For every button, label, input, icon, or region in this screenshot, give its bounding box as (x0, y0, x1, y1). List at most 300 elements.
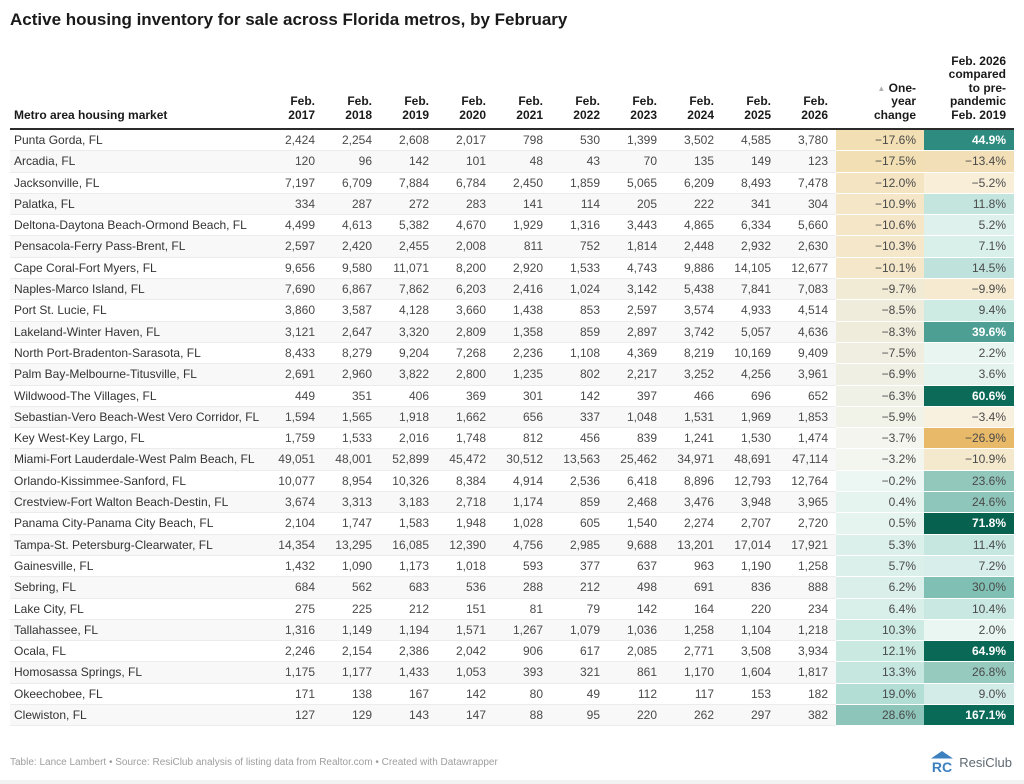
inventory-value: 2,246 (266, 641, 323, 662)
inventory-value: 30,512 (494, 449, 551, 470)
metro-name: North Port-Bradenton-Sarasota, FL (10, 342, 266, 363)
inventory-value: 3,252 (665, 364, 722, 385)
inventory-value: 4,670 (437, 215, 494, 236)
inventory-value: 1,149 (323, 619, 380, 640)
inventory-value: 811 (494, 236, 551, 257)
inventory-value: 2,960 (323, 364, 380, 385)
bottom-strip (0, 780, 1024, 784)
compare-2019-cell: 7.2% (924, 555, 1014, 576)
inventory-value: 13,295 (323, 534, 380, 555)
one-year-change-cell: −8.5% (836, 300, 924, 321)
inventory-value: 4,914 (494, 470, 551, 491)
inventory-value: 2,254 (323, 129, 380, 151)
compare-2019-cell: 2.2% (924, 342, 1014, 363)
inventory-value: 1,241 (665, 428, 722, 449)
svg-text:RC: RC (932, 759, 953, 774)
change-header-line1: One- (888, 80, 916, 95)
inventory-value: 142 (437, 683, 494, 704)
inventory-value: 4,756 (494, 534, 551, 555)
one-year-change-cell: −0.2% (836, 470, 924, 491)
inventory-value: 1,530 (722, 428, 779, 449)
inventory-value: 6,209 (665, 172, 722, 193)
inventory-value: 449 (266, 385, 323, 406)
inventory-value: 2,597 (266, 236, 323, 257)
metro-name: Tallahassee, FL (10, 619, 266, 640)
one-year-change-cell: −9.7% (836, 279, 924, 300)
compare-2019-cell: −3.4% (924, 406, 1014, 427)
metro-name: Gainesville, FL (10, 555, 266, 576)
inventory-value: 393 (494, 662, 551, 683)
table-row (10, 129, 1014, 151)
inventory-value: 3,934 (779, 641, 836, 662)
inventory-value: 2,104 (266, 513, 323, 534)
col-header-compare-2019[interactable] (924, 32, 1014, 129)
one-year-change-cell: −3.7% (836, 428, 924, 449)
inventory-value: 1,853 (779, 406, 836, 427)
housing-inventory-table (10, 32, 1014, 726)
inventory-value: 5,065 (608, 172, 665, 193)
inventory-value: 2,630 (779, 236, 836, 257)
inventory-value: 112 (608, 683, 665, 704)
inventory-value: 1,759 (266, 428, 323, 449)
inventory-value: 3,780 (779, 129, 836, 151)
inventory-value: 8,433 (266, 342, 323, 363)
compare-2019-cell: 14.5% (924, 257, 1014, 278)
inventory-value: 120 (266, 151, 323, 172)
inventory-value: 283 (437, 193, 494, 214)
one-year-change-cell: −6.9% (836, 364, 924, 385)
table-row (10, 172, 1014, 193)
col-header-feb-2023[interactable]: Feb. 2023 (608, 32, 665, 129)
inventory-value: 382 (779, 705, 836, 726)
compare-2019-cell: 3.6% (924, 364, 1014, 385)
inventory-value: 1,533 (551, 257, 608, 278)
inventory-value: 4,369 (608, 342, 665, 363)
inventory-value: 5,057 (722, 321, 779, 342)
inventory-value: 2,932 (722, 236, 779, 257)
table-row (10, 492, 1014, 513)
inventory-value: 4,585 (722, 129, 779, 151)
inventory-value: 1,194 (380, 619, 437, 640)
inventory-value: 6,203 (437, 279, 494, 300)
table-row (10, 236, 1014, 257)
inventory-value: 117 (665, 683, 722, 704)
inventory-value: 47,114 (779, 449, 836, 470)
inventory-value: 4,514 (779, 300, 836, 321)
inventory-value: 2,718 (437, 492, 494, 513)
inventory-value: 530 (551, 129, 608, 151)
inventory-value: 101 (437, 151, 494, 172)
inventory-value: 2,536 (551, 470, 608, 491)
table-row (10, 151, 1014, 172)
inventory-value: 3,320 (380, 321, 437, 342)
inventory-value: 9,409 (779, 342, 836, 363)
sort-ascending-icon: ▲ (877, 83, 886, 93)
inventory-value: 147 (437, 705, 494, 726)
inventory-value: 2,154 (323, 641, 380, 662)
inventory-value: 2,416 (494, 279, 551, 300)
table-row (10, 513, 1014, 534)
inventory-value: 96 (323, 151, 380, 172)
one-year-change-cell: 12.1% (836, 641, 924, 662)
inventory-value: 48,001 (323, 449, 380, 470)
table-row (10, 342, 1014, 363)
inventory-value: 1,814 (608, 236, 665, 257)
metro-name: Cape Coral-Fort Myers, FL (10, 257, 266, 278)
metro-name: Orlando-Kissimmee-Sanford, FL (10, 470, 266, 491)
inventory-value: 1,433 (380, 662, 437, 683)
one-year-change-cell: 6.4% (836, 598, 924, 619)
metro-name: Lake City, FL (10, 598, 266, 619)
compare-2019-cell: −13.4% (924, 151, 1014, 172)
inventory-value: 3,502 (665, 129, 722, 151)
inventory-value: 7,083 (779, 279, 836, 300)
inventory-value: 8,896 (665, 470, 722, 491)
inventory-value: 397 (608, 385, 665, 406)
inventory-value: 4,933 (722, 300, 779, 321)
inventory-value: 4,499 (266, 215, 323, 236)
table-row (10, 598, 1014, 619)
inventory-value: 6,867 (323, 279, 380, 300)
inventory-value: 1,438 (494, 300, 551, 321)
inventory-value: 135 (665, 151, 722, 172)
change-header-line3: change (873, 107, 916, 122)
col-header-feb-2019[interactable]: Feb. 2019 (380, 32, 437, 129)
table-row (10, 300, 1014, 321)
inventory-value: 5,382 (380, 215, 437, 236)
inventory-value: 2,800 (437, 364, 494, 385)
inventory-value: 138 (323, 683, 380, 704)
metro-name: Okeechobee, FL (10, 683, 266, 704)
one-year-change-cell: −17.6% (836, 129, 924, 151)
compare-2019-cell: 5.2% (924, 215, 1014, 236)
metro-name: Tampa-St. Petersburg-Clearwater, FL (10, 534, 266, 555)
inventory-value: 1,817 (779, 662, 836, 683)
inventory-value: 684 (266, 577, 323, 598)
inventory-value: 7,841 (722, 279, 779, 300)
inventory-value: 8,219 (665, 342, 722, 363)
inventory-value: 288 (494, 577, 551, 598)
compare-2019-cell: 11.8% (924, 193, 1014, 214)
inventory-value: 220 (722, 598, 779, 619)
inventory-value: 95 (551, 705, 608, 726)
inventory-value: 859 (551, 321, 608, 342)
one-year-change-cell: 13.3% (836, 662, 924, 683)
inventory-value: 321 (551, 662, 608, 683)
table-row (10, 534, 1014, 555)
inventory-value: 1,028 (494, 513, 551, 534)
inventory-value: 205 (608, 193, 665, 214)
resiclub-logo-text: ResiClub (959, 755, 1012, 770)
one-year-change-cell: −6.3% (836, 385, 924, 406)
inventory-value: 1,316 (551, 215, 608, 236)
inventory-value: 466 (665, 385, 722, 406)
table-row (10, 705, 1014, 726)
compare-2019-cell: 26.8% (924, 662, 1014, 683)
inventory-value: 691 (665, 577, 722, 598)
col-header-feb-2020[interactable]: Feb. 2020 (437, 32, 494, 129)
inventory-value: 9,204 (380, 342, 437, 363)
inventory-value: 12,764 (779, 470, 836, 491)
inventory-value: 406 (380, 385, 437, 406)
metro-name: Miami-Fort Lauderdale-West Palm Beach, FL (10, 449, 266, 470)
inventory-value: 1,859 (551, 172, 608, 193)
metro-name: Crestview-Fort Walton Beach-Destin, FL (10, 492, 266, 513)
inventory-value: 802 (551, 364, 608, 385)
metro-name: Palatka, FL (10, 193, 266, 214)
metro-name: Deltona-Daytona Beach-Ormond Beach, FL (10, 215, 266, 236)
col-header-feb-2026[interactable]: Feb. 2026 (779, 32, 836, 129)
compare-2019-cell: 44.9% (924, 129, 1014, 151)
inventory-value: 4,865 (665, 215, 722, 236)
compare-header-line: Feb. 2026 (951, 53, 1006, 68)
inventory-value: 2,042 (437, 641, 494, 662)
inventory-value: 3,476 (665, 492, 722, 513)
metro-name: Clewiston, FL (10, 705, 266, 726)
compare-2019-cell: 167.1% (924, 705, 1014, 726)
inventory-value: 1,662 (437, 406, 494, 427)
metro-name: Pensacola-Ferry Pass-Brent, FL (10, 236, 266, 257)
inventory-value: 1,531 (665, 406, 722, 427)
inventory-value: 3,965 (779, 492, 836, 513)
compare-2019-cell: 9.4% (924, 300, 1014, 321)
table-row (10, 662, 1014, 683)
inventory-value: 2,985 (551, 534, 608, 555)
inventory-value: 275 (266, 598, 323, 619)
inventory-value: 605 (551, 513, 608, 534)
inventory-value: 683 (380, 577, 437, 598)
inventory-value: 1,170 (665, 662, 722, 683)
inventory-value: 3,822 (380, 364, 437, 385)
col-header-one-year-change[interactable] (836, 32, 924, 129)
inventory-value: 2,448 (665, 236, 722, 257)
inventory-value: 562 (323, 577, 380, 598)
inventory-value: 6,709 (323, 172, 380, 193)
inventory-value: 10,326 (380, 470, 437, 491)
inventory-value: 3,121 (266, 321, 323, 342)
inventory-value: 2,809 (437, 321, 494, 342)
one-year-change-cell: −10.3% (836, 236, 924, 257)
inventory-value: 7,884 (380, 172, 437, 193)
inventory-value: 3,574 (665, 300, 722, 321)
inventory-value: 656 (494, 406, 551, 427)
inventory-value: 171 (266, 683, 323, 704)
inventory-value: 48 (494, 151, 551, 172)
inventory-value: 369 (437, 385, 494, 406)
resiclub-logo-icon (930, 751, 954, 774)
inventory-value: 25,462 (608, 449, 665, 470)
inventory-value: 43 (551, 151, 608, 172)
one-year-change-cell: 0.4% (836, 492, 924, 513)
inventory-value: 351 (323, 385, 380, 406)
one-year-change-cell: 5.7% (836, 555, 924, 576)
inventory-value: 70 (608, 151, 665, 172)
inventory-value: 1,929 (494, 215, 551, 236)
page-title: Active housing inventory for sale across Florida metros, by February (10, 10, 568, 29)
inventory-value: 853 (551, 300, 608, 321)
compare-2019-cell: 30.0% (924, 577, 1014, 598)
col-header-feb-2022[interactable]: Feb. 2022 (551, 32, 608, 129)
compare-2019-cell: 9.0% (924, 683, 1014, 704)
inventory-value: 2,420 (323, 236, 380, 257)
inventory-value: 696 (722, 385, 779, 406)
inventory-value: 7,690 (266, 279, 323, 300)
inventory-value: 12,793 (722, 470, 779, 491)
inventory-value: 8,954 (323, 470, 380, 491)
inventory-value: 812 (494, 428, 551, 449)
inventory-value: 859 (551, 492, 608, 513)
inventory-value: 272 (380, 193, 437, 214)
inventory-value: 8,200 (437, 257, 494, 278)
inventory-value: 7,268 (437, 342, 494, 363)
col-header-feb-2024[interactable]: Feb. 2024 (665, 32, 722, 129)
inventory-value: 80 (494, 683, 551, 704)
inventory-value: 536 (437, 577, 494, 598)
table-row (10, 619, 1014, 640)
inventory-value: 2,016 (380, 428, 437, 449)
inventory-value: 637 (608, 555, 665, 576)
compare-2019-cell: 39.6% (924, 321, 1014, 342)
inventory-value: 2,424 (266, 129, 323, 151)
metro-name: Key West-Key Largo, FL (10, 428, 266, 449)
table-row (10, 385, 1014, 406)
inventory-value: 2,691 (266, 364, 323, 385)
inventory-value: 2,771 (665, 641, 722, 662)
inventory-value: 10,077 (266, 470, 323, 491)
metro-name: Homosassa Springs, FL (10, 662, 266, 683)
inventory-value: 49,051 (266, 449, 323, 470)
one-year-change-cell: −7.5% (836, 342, 924, 363)
inventory-value: 6,418 (608, 470, 665, 491)
inventory-value: 1,432 (266, 555, 323, 576)
inventory-value: 4,256 (722, 364, 779, 385)
inventory-value: 212 (551, 577, 608, 598)
inventory-value: 861 (608, 662, 665, 683)
compare-2019-cell: 11.4% (924, 534, 1014, 555)
footer (10, 751, 1012, 774)
inventory-value: 498 (608, 577, 665, 598)
inventory-value: 1,474 (779, 428, 836, 449)
table-row (10, 257, 1014, 278)
inventory-value: 2,720 (779, 513, 836, 534)
inventory-value: 1,316 (266, 619, 323, 640)
one-year-change-cell: 6.2% (836, 577, 924, 598)
inventory-value: 1,036 (608, 619, 665, 640)
inventory-value: 2,647 (323, 321, 380, 342)
inventory-value: 1,053 (437, 662, 494, 683)
inventory-value: 798 (494, 129, 551, 151)
inventory-value: 3,142 (608, 279, 665, 300)
inventory-value: 88 (494, 705, 551, 726)
table-credit: Table: Lance Lambert • Source: ResiClub analysis of listing data from Realtor.com • Created with Datawrapper (10, 757, 498, 768)
inventory-value: 81 (494, 598, 551, 619)
inventory-value: 14,354 (266, 534, 323, 555)
resiclub-logo (930, 751, 1012, 774)
inventory-value: 1,747 (323, 513, 380, 534)
inventory-value: 752 (551, 236, 608, 257)
inventory-value: 143 (380, 705, 437, 726)
inventory-value: 1,024 (551, 279, 608, 300)
inventory-value: 1,018 (437, 555, 494, 576)
inventory-value: 341 (722, 193, 779, 214)
inventory-value: 1,079 (551, 619, 608, 640)
table-row (10, 364, 1014, 385)
inventory-value: 297 (722, 705, 779, 726)
page (0, 10, 1024, 774)
inventory-value: 593 (494, 555, 551, 576)
inventory-value: 10,169 (722, 342, 779, 363)
inventory-value: 127 (266, 705, 323, 726)
inventory-value: 234 (779, 598, 836, 619)
metro-name: Ocala, FL (10, 641, 266, 662)
inventory-value: 14,105 (722, 257, 779, 278)
inventory-value: 8,279 (323, 342, 380, 363)
inventory-value: 2,236 (494, 342, 551, 363)
col-header-feb-2017[interactable]: Feb. 2017 (266, 32, 323, 129)
inventory-value: 49 (551, 683, 608, 704)
inventory-value: 1,267 (494, 619, 551, 640)
inventory-value: 2,468 (608, 492, 665, 513)
inventory-value: 1,948 (437, 513, 494, 534)
inventory-value: 839 (608, 428, 665, 449)
inventory-value: 1,048 (608, 406, 665, 427)
inventory-value: 1,177 (323, 662, 380, 683)
inventory-value: 1,571 (437, 619, 494, 640)
table-row (10, 555, 1014, 576)
table-row (10, 577, 1014, 598)
col-header-metro[interactable]: Metro area housing market (10, 32, 266, 129)
inventory-value: 652 (779, 385, 836, 406)
inventory-value: 2,386 (380, 641, 437, 662)
inventory-value: 3,860 (266, 300, 323, 321)
col-header-feb-2025[interactable]: Feb. 2025 (722, 32, 779, 129)
inventory-value: 17,921 (779, 534, 836, 555)
compare-2019-cell: 23.6% (924, 470, 1014, 491)
inventory-value: 1,399 (608, 129, 665, 151)
inventory-value: 1,583 (380, 513, 437, 534)
inventory-value: 4,743 (608, 257, 665, 278)
inventory-value: 141 (494, 193, 551, 214)
inventory-value: 9,580 (323, 257, 380, 278)
metro-name: Wildwood-The Villages, FL (10, 385, 266, 406)
col-header-feb-2018[interactable]: Feb. 2018 (323, 32, 380, 129)
inventory-value: 1,258 (779, 555, 836, 576)
compare-2019-cell: 10.4% (924, 598, 1014, 619)
inventory-value: 1,748 (437, 428, 494, 449)
inventory-value: 3,961 (779, 364, 836, 385)
inventory-value: 212 (380, 598, 437, 619)
inventory-value: 6,334 (722, 215, 779, 236)
one-year-change-cell: −17.5% (836, 151, 924, 172)
metro-name: Sebastian-Vero Beach-West Vero Corridor, FL (10, 406, 266, 427)
inventory-value: 304 (779, 193, 836, 214)
inventory-value: 888 (779, 577, 836, 598)
inventory-value: 151 (437, 598, 494, 619)
col-header-feb-2021[interactable]: Feb. 2021 (494, 32, 551, 129)
compare-header-line: compared (948, 67, 1006, 81)
inventory-value: 2,274 (665, 513, 722, 534)
inventory-value: 8,384 (437, 470, 494, 491)
inventory-value: 9,886 (665, 257, 722, 278)
metro-name: Panama City-Panama City Beach, FL (10, 513, 266, 534)
inventory-value: 262 (665, 705, 722, 726)
metro-name: Naples-Marco Island, FL (10, 279, 266, 300)
inventory-value: 149 (722, 151, 779, 172)
inventory-value: 301 (494, 385, 551, 406)
inventory-value: 334 (266, 193, 323, 214)
inventory-value: 1,104 (722, 619, 779, 640)
inventory-value: 1,969 (722, 406, 779, 427)
